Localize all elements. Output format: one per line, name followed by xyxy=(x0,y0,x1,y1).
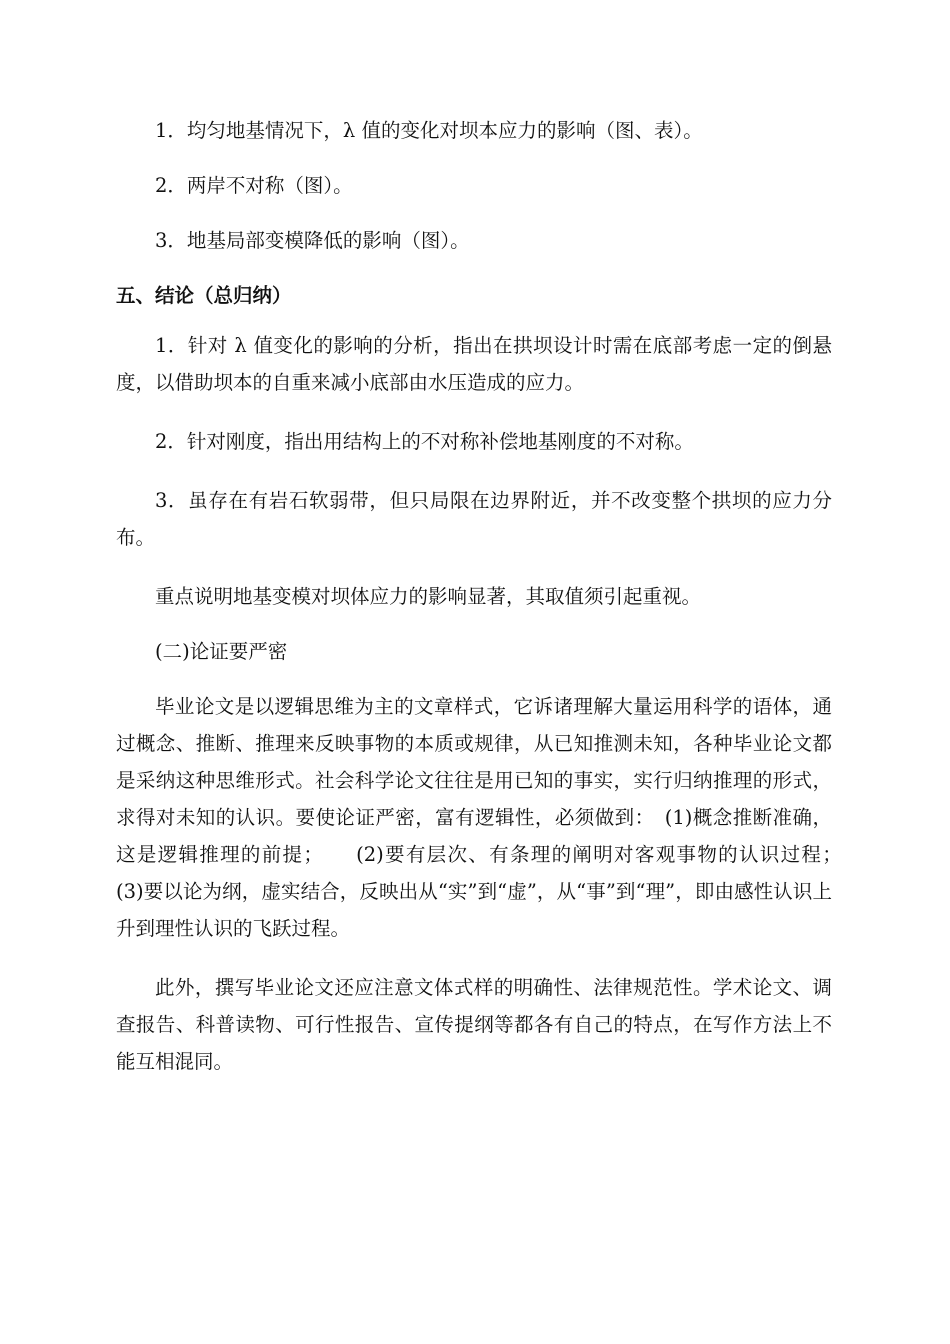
closing-paragraph: 此外，撰写毕业论文还应注意文体式样的明确性、法律规范性。学术论文、调查报告、科普读物、可行性报告、宣传提纲等都各有自己的特点，在写作方法上不能互相混同。 xyxy=(116,976,832,1073)
document-body xyxy=(116,112,872,1080)
subsection-heading: (二)论证要严密 xyxy=(155,640,288,663)
section4-item-3: 3．地基局部变模降低的影响（图）。 xyxy=(155,229,470,252)
section5-heading: 五、结论（总归纳） xyxy=(116,284,292,307)
section4-item-1: 1．均匀地基情况下，λ 值的变化对坝本应力的影响（图、表）。 xyxy=(155,119,703,142)
section4-item-2: 2．两岸不对称（图）。 xyxy=(155,174,353,197)
conclusion-item-3: 3．虽存在有岩石软弱带，但只局限在边界附近，并不改变整个拱坝的应力分布。 xyxy=(116,489,832,549)
conclusion-item-1: 1．针对 λ 值变化的影响的分析，指出在拱坝设计时需在底部考虑一定的倒悬度，以借助坝本的自重来减小底部由水压造成的应力。 xyxy=(116,334,832,394)
emphasis-paragraph: 重点说明地基变模对坝体应力的影响显著，其取值须引起重视。 xyxy=(155,585,702,608)
argument-paragraph: 毕业论文是以逻辑思维为主的文章样式，它诉诸理解大量运用科学的语体，通过概念、推断、推理来反映事物的本质或规律，从已知推测未知，各种毕业论文都是采纳这种思维形式。社会科学论文往往是用已知的事实，实行归纳推理的形式，求得对未知的认识。要使论证严密，富有逻辑性，必须做到： (1)概念推断准确，这是逻辑推理的前提； (2)要有层次、有条理的阐明对客观事物的认识过程； (3)要以论为纲，虚实结合，反映出从“实”到“虚”，从“事”到“理”，即由感性认识上升到理性认识的飞跃过程。 xyxy=(116,695,872,940)
conclusion-item-2: 2．针对刚度，指出用结构上的不对称补偿地基刚度的不对称。 xyxy=(155,430,694,453)
